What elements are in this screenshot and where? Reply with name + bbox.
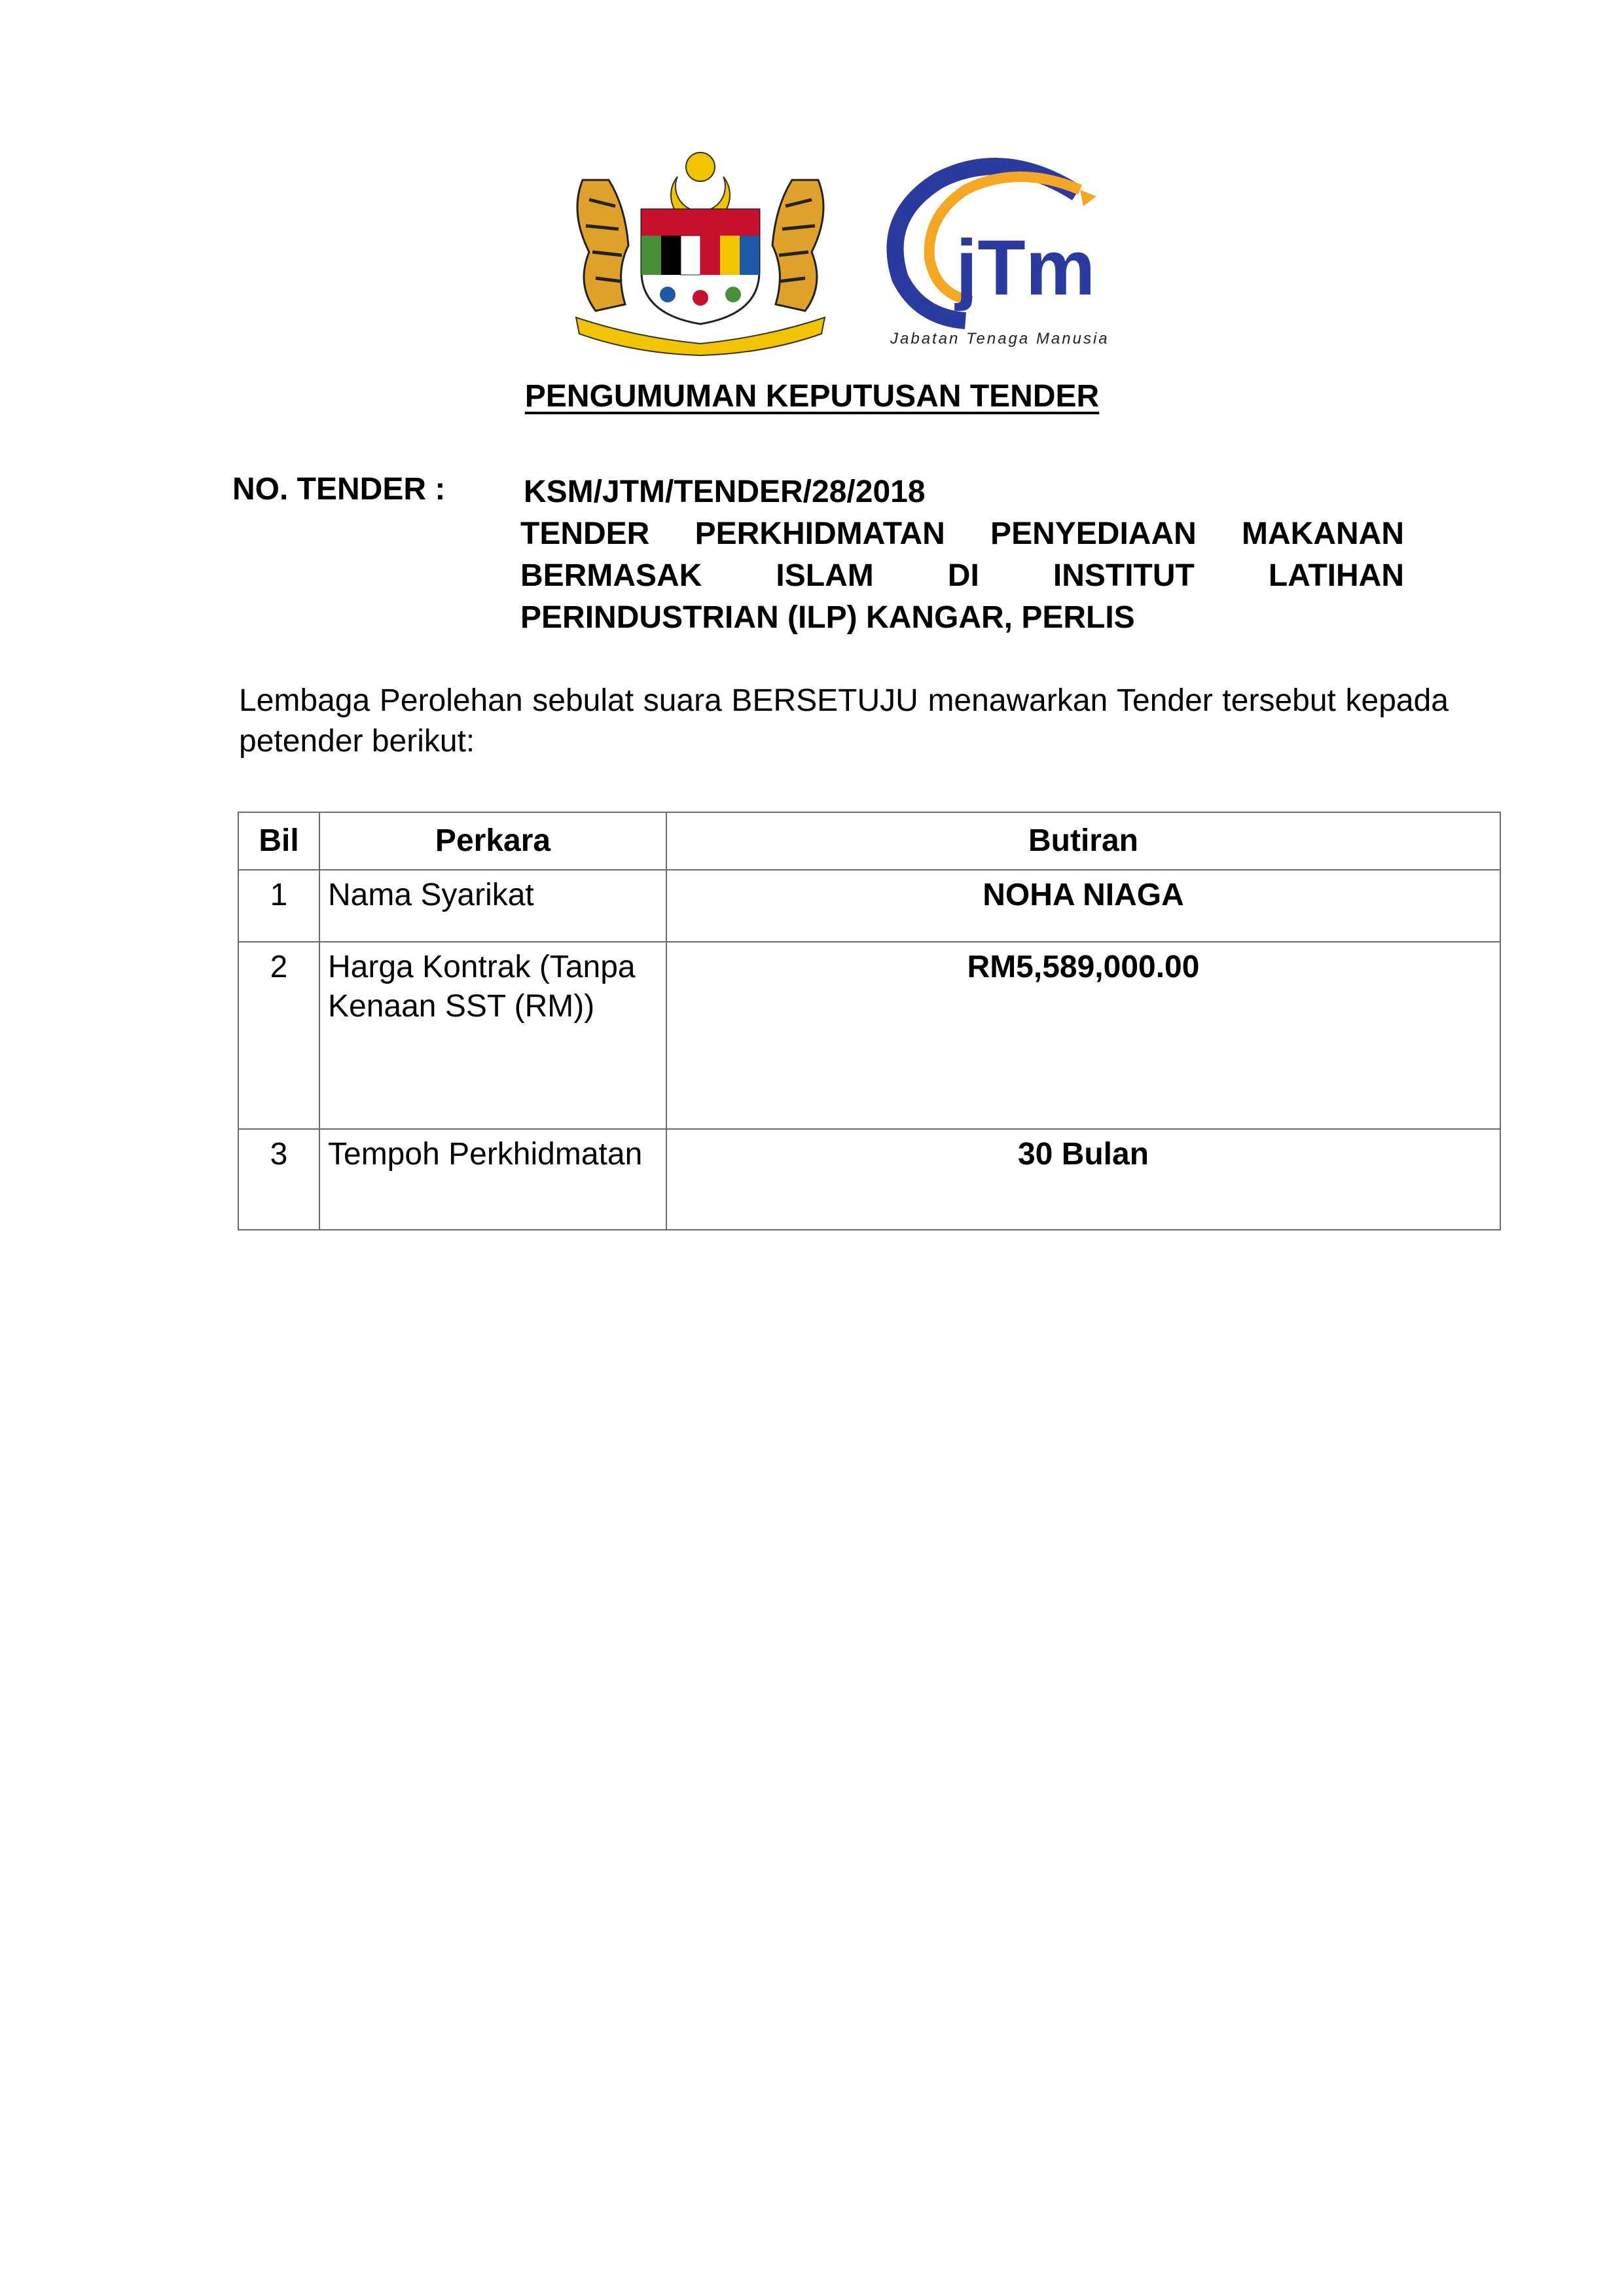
- row-butiran: 30 Bulan: [666, 1129, 1500, 1230]
- tender-details-table: [238, 812, 1501, 1230]
- intro-paragraph: Lembaga Perolehan sebulat suara BERSETUJU menawarkan Tender tersebut kepada petender berikut:: [239, 683, 1449, 759]
- row-perkara: Harga Kontrak (Tanpa Kenaan SST (RM)): [319, 942, 666, 1129]
- row-bil: 3: [238, 1129, 319, 1230]
- tender-number-label: NO. TENDER :: [232, 472, 446, 507]
- table-row: [238, 1129, 1500, 1230]
- table-header-row: [238, 812, 1500, 870]
- tender-info: [520, 471, 1404, 639]
- svg-text:jTm: jTm: [956, 224, 1096, 312]
- table-row: [238, 942, 1500, 1129]
- table-row: [238, 870, 1500, 942]
- row-bil: 2: [238, 942, 319, 1129]
- malaysia-coat-of-arms-logo: [563, 141, 838, 357]
- header-butiran: Butiran: [666, 812, 1500, 870]
- jtm-logo: [861, 154, 1123, 350]
- header-bil: Bil: [238, 812, 319, 870]
- row-butiran: RM5,589,000.00: [666, 942, 1500, 1129]
- tender-number: KSM/JTM/TENDER/28/2018: [524, 475, 926, 509]
- row-perkara: Nama Syarikat: [319, 870, 666, 942]
- row-bil: 1: [238, 870, 319, 942]
- row-butiran: NOHA NIAGA: [666, 870, 1500, 942]
- tender-title: TENDER PERKHIDMATAN PENYEDIAAN MAKANAN BERMASAK ISLAM DI INSTITUT LATIHAN PERINDUSTRIAN (ILP) KANGAR, PERLIS: [520, 516, 1404, 635]
- svg-text:Jabatan Tenaga Manusia: Jabatan Tenaga Manusia: [890, 330, 1110, 348]
- page-title: PENGUMUMAN KEPUTUSAN TENDER: [524, 379, 1100, 414]
- row-perkara: Tempoh Perkhidmatan: [319, 1129, 666, 1230]
- header-perkara: Perkara: [319, 812, 666, 870]
- logo-area: [563, 141, 1126, 357]
